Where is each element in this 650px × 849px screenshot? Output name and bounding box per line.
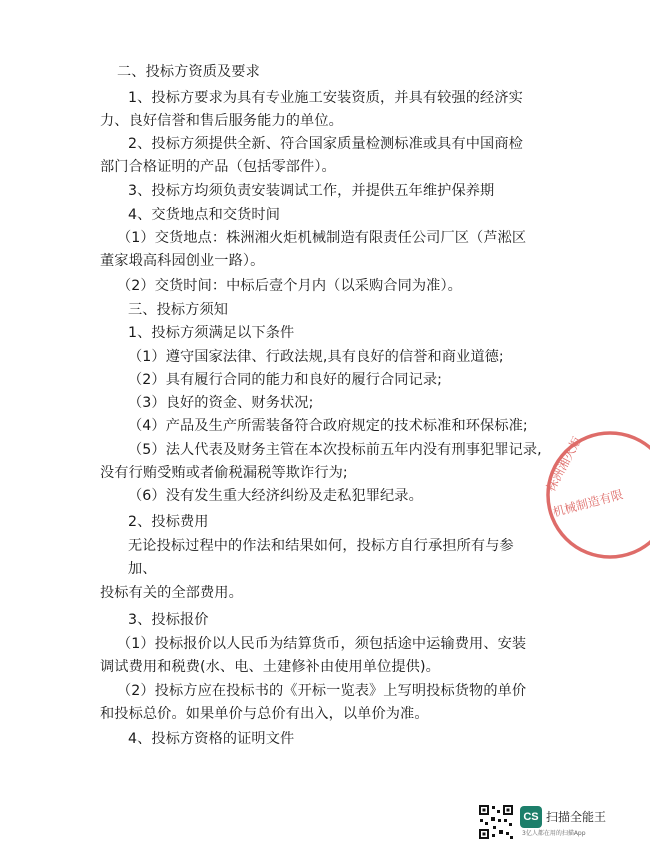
doc-line: 调试费用和税费(水、电、土建修补由使用单位提供)。 <box>100 659 440 675</box>
doc-line: （6）没有发生重大经济纠纷及走私犯罪纪录。 <box>128 488 423 504</box>
doc-line: 董家塅高科园创业一路）。 <box>100 253 265 269</box>
doc-line: 没有行贿受贿或者偷税漏税等欺诈行为; <box>100 465 348 481</box>
doc-line: （2）交货时间：中标后壹个月内（以采购合同为准）。 <box>117 278 462 294</box>
doc-line: 和投标总价。如果单价与总价有出入，以单价为准。 <box>100 706 429 722</box>
doc-line: （4）产品及生产所需装备符合政府规定的技术标准和环保标准; <box>128 418 528 434</box>
doc-line: 部门合格证明的产品（包括零部件）。 <box>100 159 336 175</box>
doc-line: 1、投标方须满足以下条件 <box>128 325 295 341</box>
scanner-watermark <box>478 800 607 844</box>
doc-line: （1）交货地点：株洲湘火炬机械制造有限责任公司厂区（芦淞区 <box>117 230 527 246</box>
doc-line: 4、投标方资格的证明文件 <box>128 731 295 747</box>
doc-line: （2）投标方应在投标书的《开标一览表》上写明投标货物的单价 <box>117 683 527 699</box>
qr-code-icon <box>478 804 514 840</box>
doc-line: （1）投标报价以人民币为结算货币，须包括途中运输费用、安装 <box>117 636 527 652</box>
doc-line: （3）良好的资金、财务状况; <box>128 395 314 411</box>
doc-line: 投标有关的全部费用。 <box>100 585 243 601</box>
doc-line: 4、交货地点和交货时间 <box>128 207 281 223</box>
doc-line: 加、 <box>128 561 157 577</box>
app-tagline: 3亿人都在用的扫描App <box>522 830 586 837</box>
svg-text:株洲湘火炬: 株洲湘火炬 <box>543 434 585 494</box>
section-heading: 二、投标方资质及要求 <box>117 64 260 80</box>
svg-text:机械制造有限: 机械制造有限 <box>551 487 625 520</box>
doc-line: 3、投标方均须负责安装调试工作，并提供五年维护保养期 <box>128 183 495 199</box>
doc-line: 无论投标过程中的作法和结果如何，投标方自行承担所有与参 <box>128 538 514 554</box>
doc-line: （1）遵守国家法律、行政法规,具有良好的信誉和商业道德; <box>128 349 504 365</box>
doc-line: （5）法人代表及财务主管在本次投标前五年内没有刑事犯罪记录, <box>128 442 542 458</box>
app-name: 扫描全能王 <box>546 810 607 824</box>
doc-line: 3、投标报价 <box>128 612 209 628</box>
camscanner-logo-icon: CS <box>520 806 542 828</box>
doc-line: （2）具有履行合同的能力和良好的履行合同记录; <box>128 372 443 388</box>
doc-line: 1、投标方要求为具有专业施工安装资质，并具有较强的经济实 <box>128 90 523 106</box>
doc-line: 2、投标方须提供全新、符合国家质量检测标准或具有中国商检 <box>128 136 523 152</box>
doc-line: 2、投标费用 <box>128 514 209 530</box>
section-heading: 三、投标方须知 <box>128 302 229 318</box>
doc-line: 力、良好信誉和售后服务能力的单位。 <box>100 113 343 129</box>
